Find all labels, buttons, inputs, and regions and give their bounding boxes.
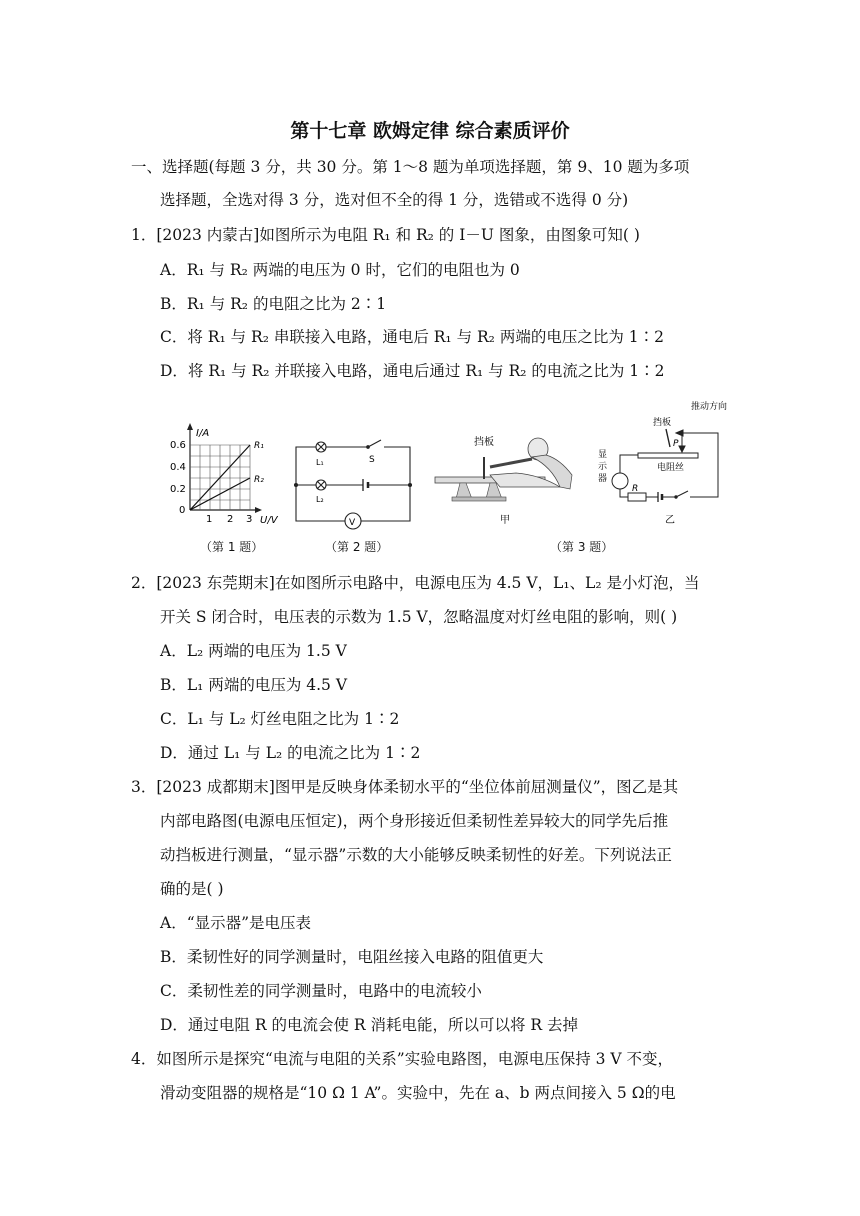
f2-l2-label: L₂ xyxy=(316,495,324,504)
q1-option-b: B．R₁ 与 R₂ 的电阻之比为 2∶1 xyxy=(160,295,387,313)
figures-row xyxy=(160,395,750,560)
q3-option-d: D．通过电阻 R 的电流会使 R 消耗电能，所以可以将 R 去掉 xyxy=(160,1016,579,1034)
q3-option-c: C．柔韧性差的同学测量时，电路中的电流较小 xyxy=(160,982,482,1000)
f3-yi-label: 乙 xyxy=(665,515,675,526)
q1-option-a: A．R₁ 与 R₂ 两端的电压为 0 时，它们的电阻也为 0 xyxy=(160,261,520,279)
q2-option-d: D．通过 L₁ 与 L₂ 的电流之比为 1∶2 xyxy=(160,744,421,762)
f1-xtick-2: 2 xyxy=(227,514,234,525)
q1-option-c: C．将 R₁ 与 R₂ 串联接入电路，通电后 R₁ 与 R₂ 两端的电压之比为 1∶2 xyxy=(160,328,664,346)
q3-stem-line4: 确的是( ) xyxy=(160,880,224,898)
q2-option-c: C．L₁ 与 L₂ 灯丝电阻之比为 1∶2 xyxy=(160,710,400,728)
f2-v-label: V xyxy=(349,518,356,528)
figure-2-circuit xyxy=(295,440,412,529)
q4-stem-line1: 4．如图所示是探究“电流与电阻的关系”实验电路图，电源电压保持 3 V 不变， xyxy=(131,1050,674,1068)
figure-1-graph xyxy=(170,423,279,526)
f2-s-label: S xyxy=(369,455,375,465)
q3-stem-line2: 内部电路图(电源电压恒定)，两个身形接近但柔韧性差异较大的同学先后推 xyxy=(160,812,669,830)
section-heading-line2: 选择题，全选对得 3 分，选对但不全的得 1 分，选错或不选得 0 分) xyxy=(160,191,629,209)
figures-svg xyxy=(160,395,750,560)
f1-ytick-06: 0.6 xyxy=(170,440,186,451)
page-title: 第十七章 欧姆定律 综合素质评价 xyxy=(290,120,570,142)
q1-option-d: D．将 R₁ 与 R₂ 并联接入电路，通电后通过 R₁ 与 R₂ 的电流之比为 1∶2 xyxy=(160,362,665,380)
f3-wire-label: 电阻丝 xyxy=(657,463,685,473)
f3-plate-label: 挡板 xyxy=(474,437,494,448)
caption-q2: （第 2 题） xyxy=(325,540,389,554)
section-heading-line1: 一、选择题(每题 3 分，共 30 分。第 1～8 题为单项选择题，第 9、10 题为多项 xyxy=(131,158,690,176)
f3-display-1: 显 xyxy=(598,450,608,460)
q2-stem-line1: 2．[2023 东莞期末]在如图所示电路中，电源电压为 4.5 V，L₁、L₂ 是小灯泡，当 xyxy=(131,574,700,592)
f1-ytick-04: 0.4 xyxy=(170,462,186,473)
q3-option-a: A．“显示器”是电压表 xyxy=(160,914,312,932)
q3-option-b: B．柔韧性好的同学测量时，电阻丝接入电路的阻值更大 xyxy=(160,948,544,966)
caption-q3: （第 3 题） xyxy=(550,540,614,554)
f3-push-label: 推动方向 xyxy=(691,402,728,412)
q2-option-b: B．L₁ 两端的电压为 4.5 V xyxy=(160,676,348,694)
q2-stem-line2: 开关 S 闭合时，电压表的示数为 1.5 V，忽略温度对灯丝电阻的影响，则( ) xyxy=(160,608,678,626)
f1-xtick-3: 3 xyxy=(246,514,253,525)
q1-stem: 1．[2023 内蒙古]如图所示为电阻 R₁ 和 R₂ 的 I－U 图象，由图象可知( ) xyxy=(131,226,640,244)
f1-r2-label: R₂ xyxy=(254,475,264,485)
f3-plate2-label: 挡板 xyxy=(653,418,672,428)
q3-stem-line3: 动挡板进行测量，“显示器”示数的大小能够反映柔韧性的好差。下列说法正 xyxy=(160,846,672,864)
q2-option-a: A．L₂ 两端的电压为 1.5 V xyxy=(160,642,347,660)
f3-jia-label: 甲 xyxy=(500,515,510,526)
f1-xtick-1: 1 xyxy=(206,514,213,525)
f3-r-label: R xyxy=(632,484,639,494)
f1-xlabel: U/V xyxy=(260,515,278,526)
caption-q1: （第 1 题） xyxy=(200,540,264,554)
f1-ytick-02: 0.2 xyxy=(170,484,186,495)
f1-r1-label: R₁ xyxy=(254,441,264,451)
f1-ylabel: I/A xyxy=(196,428,210,439)
f1-ytick-0: 0 xyxy=(179,505,186,516)
f3-display-3: 器 xyxy=(598,474,608,484)
f2-l1-label: L₁ xyxy=(316,458,324,467)
q3-stem-line1: 3．[2023 成都期末]图甲是反映身体柔韧水平的“坐位体前屈测量仪”，图乙是其 xyxy=(131,778,679,796)
f3-display-2: 示 xyxy=(598,462,608,472)
figure-3a-device xyxy=(435,438,572,501)
q4-stem-line2: 滑动变阻器的规格是“10 Ω 1 A”。实验中，先在 a、b 两点间接入 5 Ω的电 xyxy=(160,1084,676,1102)
f3-p-label: P xyxy=(673,439,679,449)
